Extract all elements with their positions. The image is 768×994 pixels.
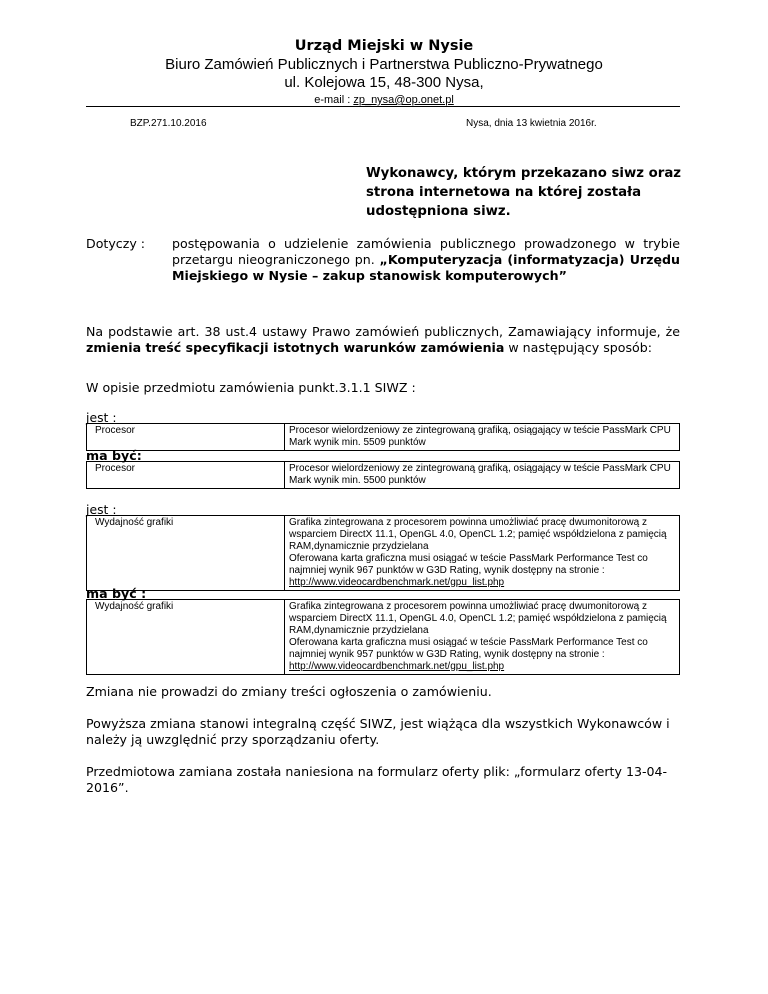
addressee-line-2: strona internetowa na której została xyxy=(366,185,642,200)
closing-paragraph-1: Zmiana nie prowadzi do zmiany treści ogłoszenia o zamówieniu. xyxy=(86,684,492,699)
addressee-line-3: udostępniona siwz. xyxy=(366,204,511,219)
subject-text-plain: postępowania o udzielenie zamówienia publicznego prowadzonego w trybie przetargu nieograniczonego pn. xyxy=(172,236,680,267)
addressee xyxy=(366,164,696,221)
change-1-should-label: ma być: xyxy=(86,448,142,463)
change-2-is-table xyxy=(86,515,680,591)
spec-name-cell: Wydajność grafiki xyxy=(87,600,285,675)
change-1-is-table xyxy=(86,423,680,451)
change-1-should-table xyxy=(86,461,680,489)
intro-bold: zmienia treść specyfikacji istotnych warunków zamówienia xyxy=(86,340,505,355)
spec-desc-para-2: Oferowana karta graficzna musi osiągać w teście PassMark Performance Test co najmniej wynik 957 punktów w G3D Rating, wynik dostępny na stronie : xyxy=(289,637,648,660)
email-link[interactable]: zp_nysa@op.onet.pl xyxy=(353,94,454,106)
document-date: Nysa, dnia 13 kwietnia 2016r. xyxy=(466,118,597,129)
spec-name-cell: Wydajność grafiki xyxy=(87,516,285,591)
closing-paragraph-3: Przedmiotowa zamiana została naniesiona na formularz oferty plik: „formularz oferty 13-04-2016”. xyxy=(86,764,668,795)
office-address: ul. Kolejowa 15, 48-300 Nysa, xyxy=(284,74,484,91)
table-row xyxy=(87,600,680,675)
table-row xyxy=(87,462,680,489)
change-1-is-label: jest : xyxy=(86,410,117,425)
spec-name-cell: Procesor xyxy=(87,424,285,451)
intro-plain-2: w następujący sposób: xyxy=(504,340,652,355)
office-subtitle: Biuro Zamówień Publicznych i Partnerstwa Publiczno-Prywatnego xyxy=(165,56,603,73)
spec-desc-cell: Procesor wielordzeniowy ze zintegrowaną grafiką, osiągający w teście PassMark CPU Mark wynik min. 5500 punktów xyxy=(285,462,680,489)
spec-desc-cell xyxy=(285,516,680,591)
reference-number: BZP.271.10.2016 xyxy=(130,118,207,129)
intro-plain-1: Na podstawie art. 38 ust.4 ustawy Prawo zamówień publicznych, Zamawiający informuje, że xyxy=(86,324,680,339)
closing-paragraph-2: Powyższa zmiana stanowi integralną część SIWZ, jest wiążąca dla wszystkich Wykonawców i należy ją uwzględnić przy sporządzaniu oferty. xyxy=(86,716,670,747)
addressee-line-1: Wykonawcy, którym przekazano siwz oraz xyxy=(366,166,682,181)
office-title: Urząd Miejski w Nysie xyxy=(294,38,474,54)
spec-desc-para-1: Grafika zintegrowana z procesorem powinna umożliwiać pracę dwumonitorową z wsparciem DirectX 11.1, OpenGL 4.0, OpenCL 1.2; pamięć współdzielona z pamięcią RAM,dynamicznie przydzielana xyxy=(289,601,667,636)
table-row xyxy=(87,516,680,591)
section-title: W opisie przedmiotu zamówienia punkt.3.1.1 SIWZ : xyxy=(86,380,416,395)
intro-paragraph xyxy=(86,324,680,356)
header-divider xyxy=(86,106,680,107)
spec-desc-cell: Procesor wielordzeniowy ze zintegrowaną grafiką, osiągający w teście PassMark CPU Mark wynik min. 5509 punktów xyxy=(285,424,680,451)
change-2-is-label: jest : xyxy=(86,502,117,517)
benchmark-link[interactable]: http://www.videocardbenchmark.net/gpu_list.php xyxy=(289,577,505,588)
spec-desc-para-2: Oferowana karta graficzna musi osiągać w teście PassMark Performance Test co najmniej wynik 967 punktów w G3D Rating, wynik dostępny na stronie : xyxy=(289,553,648,576)
change-2-should-table xyxy=(86,599,680,675)
change-2-should-label: ma być : xyxy=(86,586,147,601)
email-label: e-mail : xyxy=(314,94,354,106)
subject-text xyxy=(172,236,680,284)
spec-desc-para-1: Grafika zintegrowana z procesorem powinna umożliwiać pracę dwumonitorową z wsparciem DirectX 11.1, OpenGL 4.0, OpenCL 1.2; pamięć współdzielona z pamięcią RAM,dynamicznie przydzielana xyxy=(289,517,667,552)
subject-label: Dotyczy : xyxy=(86,236,146,251)
spec-desc-cell xyxy=(285,600,680,675)
spec-name-cell: Procesor xyxy=(87,462,285,489)
subject-text-bold: „Komputeryzacja (informatyzacja) Urzędu Miejskiego w Nysie – zakup stanowisk komputerowych” xyxy=(172,252,680,283)
table-row xyxy=(87,424,680,451)
benchmark-link[interactable]: http://www.videocardbenchmark.net/gpu_list.php xyxy=(289,661,505,672)
